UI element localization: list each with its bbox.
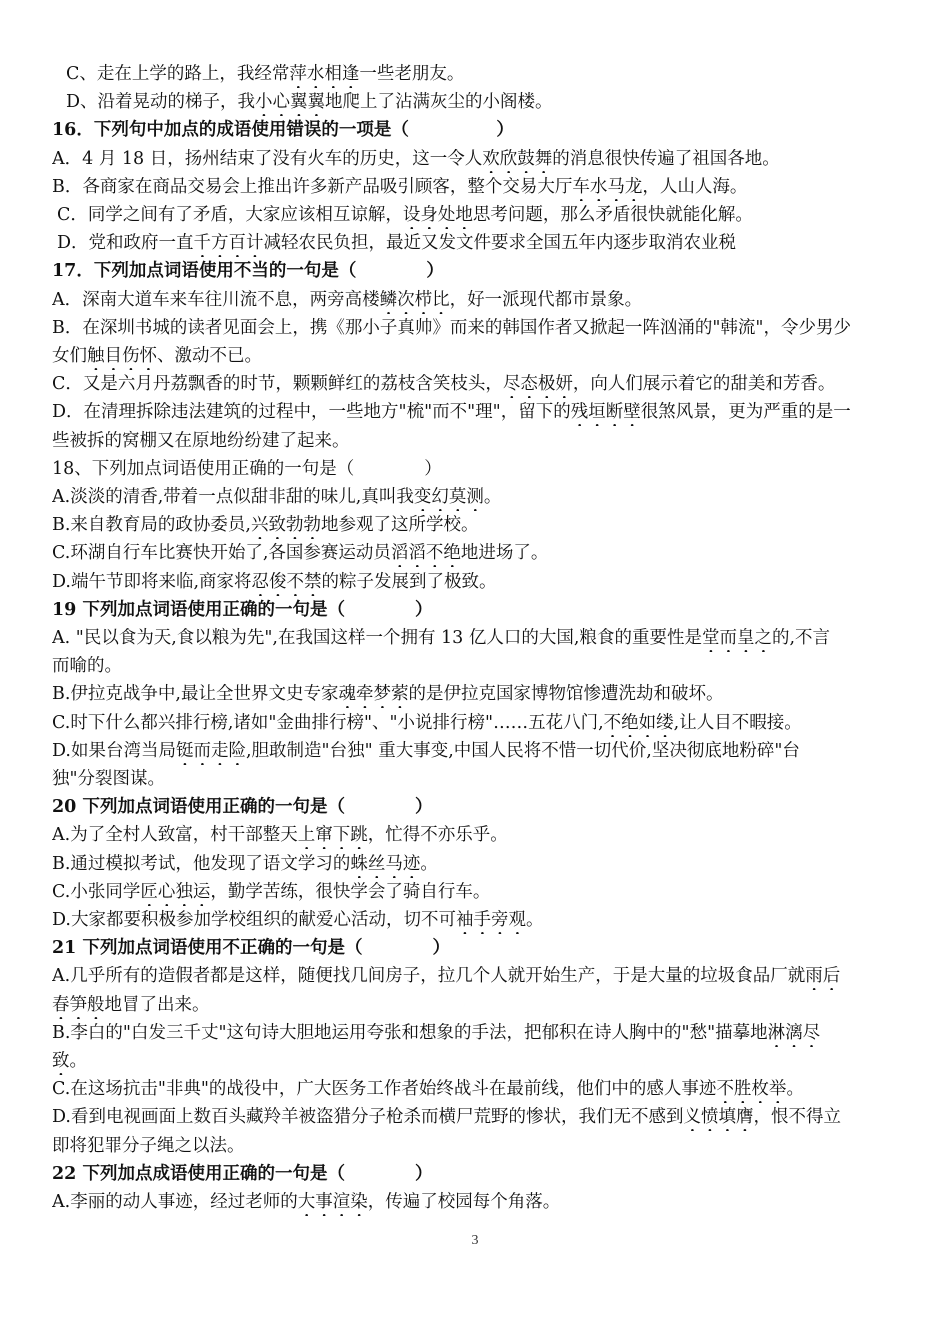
text-line	[52, 962, 902, 990]
line-text: D.端午节即将来临,商家将	[52, 571, 252, 592]
text-line	[52, 257, 902, 285]
line-text: B.伊拉克战争中,最让全世界文史专家	[52, 684, 339, 705]
text-line	[52, 342, 902, 370]
dotted-phrase: 雨后	[805, 966, 841, 987]
line-text: 18、下列加点词语使用正确的一句是（ ）	[52, 458, 442, 479]
line-text: 一些老朋友。	[359, 64, 465, 84]
line-text: 的是伊拉克国家博物馆惨遭洗劫和破坏。	[408, 684, 724, 705]
dotted-phrase: 致	[52, 1051, 70, 1071]
line-text: ，好一派现代都市景象。	[449, 289, 643, 310]
line-text: 。	[420, 853, 438, 874]
line-text: C.在这场抗击"非典"的战役中，广大医务工作者始终战斗在最前线，他们中的感人事迹	[52, 1079, 717, 1100]
line-text: ，人山人海。	[642, 176, 748, 197]
text-line	[52, 116, 902, 144]
dotted-phrase: 不胜枚举	[716, 1079, 787, 1100]
line-text: C.小张同学	[52, 881, 141, 902]
line-text: 19 下列加点词语使用正确的一句是（ ）	[52, 599, 433, 620]
text-line	[52, 1019, 902, 1047]
page-number: 3	[471, 1233, 479, 1248]
text-line	[52, 991, 902, 1019]
dotted-phrase: 匠心独运	[140, 881, 211, 902]
text-line	[52, 398, 902, 426]
line-text: 17．下列加点词语使用不当的一句是（ ）	[52, 261, 444, 282]
line-text: ,让人目不暇接。	[673, 712, 802, 733]
text-line	[52, 1160, 902, 1188]
dotted-phrase: 大事渲染	[297, 1192, 368, 1212]
line-text: ,胆敢制造"台独" 重大事变,中国人民将不惜一切代价,坚决彻底地粉碎"台	[245, 740, 800, 761]
line-text: 而喻的。	[52, 656, 122, 677]
text-line	[52, 427, 902, 455]
line-text: 。	[483, 487, 502, 507]
line-text: 、激动不已。	[157, 346, 262, 366]
dotted-phrase: 小心翼翼	[255, 92, 326, 113]
line-text: ，向人们展示着它的甜美和芳香。	[572, 374, 836, 395]
line-text: ，传遍了校园每个角落。	[367, 1192, 561, 1212]
line-text: 地爬上了沾满灰尘的小阁楼。	[325, 92, 553, 113]
line-text: A.淡淡的清香,带着一点似甜非甜的味儿,真叫我	[52, 487, 414, 507]
line-text: 很煞风景，更为严重的是一	[640, 402, 851, 423]
text-line	[52, 455, 902, 483]
text-line	[52, 483, 902, 511]
text-line	[52, 511, 902, 539]
text-line	[52, 1103, 902, 1131]
dotted-phrase: 铤而走险	[175, 740, 246, 761]
text-line	[52, 850, 902, 878]
text-line	[52, 821, 902, 849]
line-text: 独"分裂图谋。	[52, 769, 166, 789]
line-text: 20 下列加点词语使用正确的一句是（ ）	[52, 797, 433, 818]
line-text: B.通过模拟考试，他发现了语文学习的	[52, 853, 351, 874]
dotted-phrase: 忍俊不禁	[251, 571, 322, 592]
dotted-phrase: 萍水相逢	[289, 64, 360, 84]
text-line	[52, 1132, 902, 1160]
text-line	[52, 709, 902, 737]
dotted-phrase: 堂而皇之	[701, 628, 772, 648]
line-text: ，恨不得立	[753, 1107, 841, 1128]
line-text: B．各商家在商品交易会上推出许多新产品吸引顾客，整个交易大厅	[52, 176, 573, 197]
text-line	[57, 201, 907, 229]
text-line	[52, 680, 902, 708]
line-text: 减轻农民负担，最近又发文件要求全国五年内逐步取消农业税	[263, 233, 737, 254]
text-line	[52, 1188, 902, 1216]
dotted-phrase: 兴致勃勃	[251, 515, 321, 536]
dotted-phrase: 欢欣鼓舞	[482, 148, 553, 169]
text-line	[52, 737, 902, 765]
dotted-phrase: 不绝如缕	[603, 712, 674, 733]
line-text: B.李白的"白发三千丈"这句诗大胆地运用夸张和想象的手法，把郁积在诗人胸中的"愁"描摹地	[52, 1022, 768, 1043]
line-text: 21 下列加点词语使用不正确的一句是（ ）	[52, 938, 450, 959]
dotted-phrase: 蛛丝马迹	[350, 853, 421, 874]
dotted-phrase: 千方百计	[193, 233, 264, 254]
text-line	[66, 88, 916, 116]
dotted-phrase: 鳞次栉比	[379, 289, 450, 310]
line-text: A．4 月 18 日，扬州结束了没有火车的历史，这一令人	[52, 148, 483, 169]
text-line	[52, 906, 902, 934]
dotted-phrase: 设身处地	[402, 205, 473, 225]
text-line	[52, 934, 902, 962]
line-text: 思考问题，那么矛盾很快就能化解。	[472, 205, 753, 225]
text-line	[57, 229, 907, 257]
line-text: 地参观了这所学校。	[321, 515, 479, 536]
dotted-phrase: 魂牵梦萦	[338, 684, 409, 705]
line-text: 的消息很快传遍了祖国各地。	[552, 148, 780, 169]
line-text: 些被拆的窝棚又在原地纷纷建了起来。	[52, 430, 350, 451]
line-text: C．又是六月丹荔飘香的时节，颗颗鲜红的荔枝含笑枝头，	[52, 374, 503, 395]
text-line	[52, 145, 902, 173]
dotted-phrase: 淋漓尽	[767, 1022, 821, 1043]
dotted-phrase: 触目伤怀	[87, 346, 157, 366]
line-text: 即将犯罪分子绳之以法。	[52, 1135, 245, 1156]
text-line	[52, 878, 902, 906]
dotted-phrase: 上窜下跳	[297, 825, 368, 846]
dotted-phrase: 尽态极妍	[502, 374, 573, 395]
line-text: 的粽子发展到了极致。	[321, 571, 497, 592]
line-text: A.为了全村人致富，村干部整天	[52, 825, 298, 846]
text-line	[52, 1047, 902, 1075]
dotted-phrase: 变幻莫测	[413, 487, 484, 507]
dotted-phrase: 袖手旁观	[455, 910, 526, 930]
text-line	[52, 370, 902, 398]
text-line	[52, 568, 902, 596]
line-text: B．在深圳书城的读者见面会上，携《那小子真帅》而来的韩国作者又掀起一阵汹涌的"韩流"，令少男少	[52, 317, 851, 338]
dotted-phrase: 春笋般	[52, 994, 105, 1015]
line-text: 地进场了。	[460, 543, 549, 564]
line-text: ，勤学苦练，很快学会了骑自行车。	[210, 881, 491, 902]
line-text: D．在清理拆除违法建筑的过程中，一些地方"梳"而不"理"，留下的	[52, 402, 571, 423]
line-text: 。	[69, 1051, 87, 1071]
line-text: A.几乎所有的造假者都是这样，随便找几间房子，拉几个人就开始生产，于是大量的垃圾食品厂就	[52, 966, 806, 987]
dotted-phrase: 滔滔不绝	[390, 543, 461, 564]
line-text: D．党和政府一直	[57, 233, 194, 254]
line-text: D.如果台湾当局	[52, 740, 176, 761]
line-text: A.李丽的动人事迹，经过老师的	[52, 1192, 298, 1212]
line-text: 地冒了出来。	[104, 994, 210, 1015]
line-text: D.看到电视画面上数百头藏羚羊被盗猎分子枪杀而横尸荒野的惨状，我们无不感到	[52, 1107, 684, 1128]
line-text: ，忙得不亦乐乎。	[367, 825, 508, 846]
text-line	[66, 60, 916, 88]
text-line	[52, 765, 902, 793]
line-text: A．深南大道车来车往川流不息，两旁高楼	[52, 289, 380, 310]
dotted-phrase: 残垣断壁	[570, 402, 641, 423]
line-text: 女们	[52, 346, 87, 366]
line-text: A. "民以食为天,食以粮为先",在我国这样一个拥有 13 亿人口的大国,粮食的重要性是	[52, 628, 702, 648]
line-text: 。	[786, 1079, 804, 1100]
text-line	[52, 1075, 902, 1103]
text-line	[52, 624, 902, 652]
line-text: C.时下什么都兴排行榜,诸如"金曲排行榜"、"小说排行榜"……五花八门,	[52, 712, 604, 733]
line-text: C．同学之间有了矛盾，大家应该相互谅解，	[57, 205, 403, 225]
line-text: 22 下列加点成语使用正确的一句是（ ）	[52, 1163, 433, 1184]
text-line	[52, 596, 902, 624]
dotted-phrase: 车水马龙	[572, 176, 643, 197]
text-line	[52, 173, 902, 201]
line-text: D、沿着晃动的梯子，我	[66, 92, 256, 113]
line-text: D.大家都要积极参加学校组织的献爱心活动，切不可	[52, 910, 456, 930]
line-text: 。	[525, 910, 544, 930]
dotted-phrase: 义愤填膺	[683, 1107, 754, 1128]
line-text: B.来自教育局的政协委员,	[52, 515, 251, 536]
text-line	[52, 286, 902, 314]
line-text: 16．下列句中加点的成语使用错误的一项是（ ）	[52, 120, 514, 141]
line-text: 的,不言	[771, 628, 831, 648]
text-line	[52, 793, 902, 821]
text-line	[52, 314, 902, 342]
text-line	[52, 652, 902, 680]
text-line	[52, 539, 902, 567]
line-text: C.环湖自行车比赛快开始了,各国参赛运动员	[52, 543, 391, 564]
line-text: C、走在上学的路上，我经常	[66, 64, 290, 84]
